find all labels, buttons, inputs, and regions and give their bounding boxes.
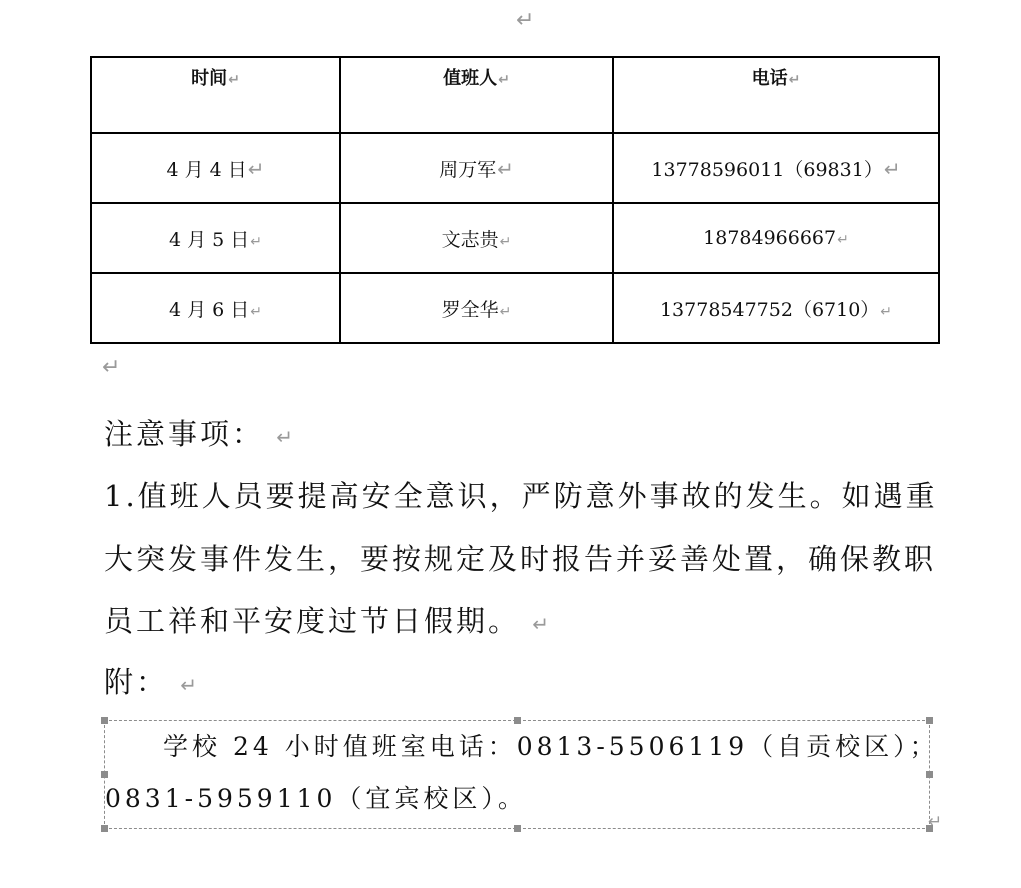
paragraph-mark: ↵ (928, 812, 943, 832)
paragraph-mark: ↵ (498, 72, 510, 88)
paragraph-mark: ↵ (880, 303, 893, 320)
cell-person: 周万军↵ (340, 133, 613, 203)
cell-person: 罗全华↵ (340, 273, 613, 343)
textbox-line: 0831-5959110（宜宾校区）。 (105, 784, 527, 813)
paragraph-mark: ↵ (276, 425, 293, 449)
resize-handle[interactable] (926, 771, 933, 778)
paragraph-mark: ↵ (532, 612, 549, 636)
header-phone: 电话↵ (613, 57, 939, 133)
paragraph-mark: ↵ (837, 232, 849, 248)
cell-phone: 13778596011（69831）↵ (613, 133, 939, 203)
table-row (91, 203, 939, 273)
resize-handle[interactable] (514, 717, 521, 724)
paragraph-mark: ↵ (788, 72, 801, 88)
paragraph-mark: ↵ (247, 156, 265, 181)
cell-person: 文志贵↵ (340, 203, 613, 273)
paragraph-mark: ↵ (516, 8, 535, 33)
cell-date: 4 月 4 日↵ (91, 133, 340, 203)
table-header-row (91, 57, 939, 133)
header-person: 值班人↵ (340, 57, 613, 133)
paragraph-mark: ↵ (499, 303, 512, 320)
resize-handle[interactable] (926, 717, 933, 724)
cell-phone: 13778547752（6710）↵ (613, 273, 939, 343)
resize-handle[interactable] (514, 825, 521, 832)
notes-item-line: 大突发事件发生，要按规定及时报告并妥善处置，确保教职 (104, 542, 937, 576)
table-row (91, 273, 939, 343)
paragraph-mark: ↵ (250, 303, 263, 320)
cell-phone: 18784966667↵ (613, 203, 939, 273)
notes-title: 注意事项： ↵ (104, 417, 293, 451)
paragraph-mark: ↵ (102, 355, 121, 380)
header-date: 时间↵ (91, 57, 340, 133)
attachment-label: 附： ↵ (104, 665, 197, 699)
paragraph-mark: ↵ (228, 72, 240, 88)
notes-item-line: 员工祥和平安度过节日假期。 ↵ (104, 604, 549, 638)
paragraph-mark: ↵ (883, 156, 901, 181)
paragraph-mark: ↵ (499, 233, 512, 250)
duty-roster-table (90, 56, 940, 344)
notes-item-line: 1.值班人员要提高安全意识，严防意外事故的发生。如遇重 (104, 479, 938, 513)
phone-textbox[interactable] (104, 720, 939, 829)
cell-date: 4 月 5 日↵ (91, 203, 340, 273)
textbox-line: 学校 24 小时值班室电话：0813-5506119（自贡校区）； (163, 732, 939, 761)
resize-handle[interactable] (101, 771, 108, 778)
resize-handle[interactable] (101, 717, 108, 724)
cell-date: 4 月 6 日↵ (91, 273, 340, 343)
paragraph-mark: ↵ (180, 673, 197, 697)
paragraph-mark: ↵ (250, 233, 263, 250)
resize-handle[interactable] (101, 825, 108, 832)
paragraph-mark: ↵ (497, 156, 514, 181)
table-row (91, 133, 939, 203)
